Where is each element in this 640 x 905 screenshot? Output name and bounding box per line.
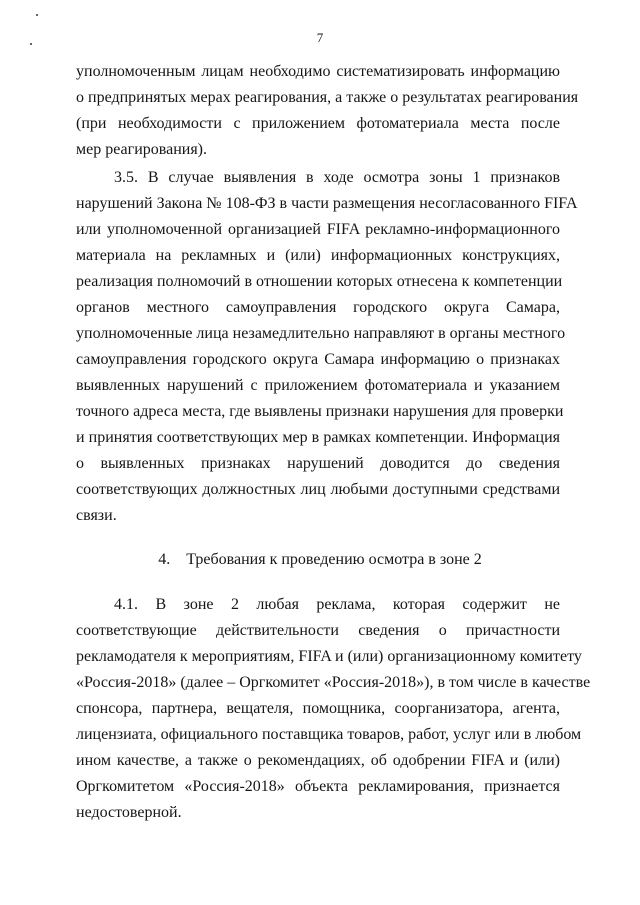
text-line: или уполномоченной организацией FIFA рекламно-информационного [76,221,560,238]
text-line: соответствующих должностных лиц любыми доступными средствами [76,481,560,498]
text-line: уполномоченные лица незамедлительно направляют в органы местного [76,325,566,342]
text-line: нарушений Закона № 108-ФЗ в части размещения несогласованного FIFA [76,195,578,212]
text-line: (при необходимости с приложением фотоматериала места после [76,115,560,132]
text-line: и принятия соответствующих мер в рамках компетенции. Информация [76,429,560,446]
text-line: выявленных нарушений с приложением фотоматериала и указанием [76,377,560,394]
text-line: органов местного самоуправления городского округа Самара, [76,299,560,316]
text-line: уполномоченным лицам необходимо систематизировать информацию [76,63,560,80]
text-line: самоуправления городского округа Самара информацию о признаках [76,351,560,368]
text-line: о выявленных признаках нарушений доводится до сведения [76,455,560,472]
text-line: 3.5. В случае выявления в ходе осмотра зоны 1 признаков [114,169,560,186]
text-line: Оргкомитетом «Россия-2018» объекта рекламирования, признается [76,778,560,795]
page-number: 7 [316,30,324,45]
text-line: реализация полномочий в отношении которых отнесена к компетенции [76,273,563,290]
scan-speck [30,43,32,45]
text-line: спонсора, партнера, вещателя, помощника, соорганизатора, агента, [76,700,560,717]
section-heading: 4. Требования к проведению осмотра в зоне 2 [158,551,482,568]
text-line: недостоверной. [76,804,182,821]
text-line: о предпринятых мерах реагирования, а также о результатах реагирования [76,89,579,106]
text-line: соответствующие действительности сведения о причастности [76,622,560,639]
text-line: материала на рекламных и (или) информационных конструкциях, [76,247,560,264]
text-line: «Россия-2018» (далее – Оргкомитет «Россия-2018»), в том числе в качестве [76,674,591,691]
text-line: лицензиата, официального поставщика товаров, работ, услуг или в любом [76,726,582,743]
scan-speck [36,14,38,16]
text-line: точного адреса места, где выявлены признаки нарушения для проверки [76,403,564,420]
text-line: ином качестве, а также о рекомендациях, об одобрении FIFA и (или) [76,752,560,769]
text-line: мер реагирования). [76,141,208,158]
text-line: 4.1. В зоне 2 любая реклама, которая содержит не [114,596,560,613]
text-line: связи. [76,507,117,524]
text-line: рекламодателя к мероприятиям, FIFA и (или) организационному комитету [76,648,582,665]
